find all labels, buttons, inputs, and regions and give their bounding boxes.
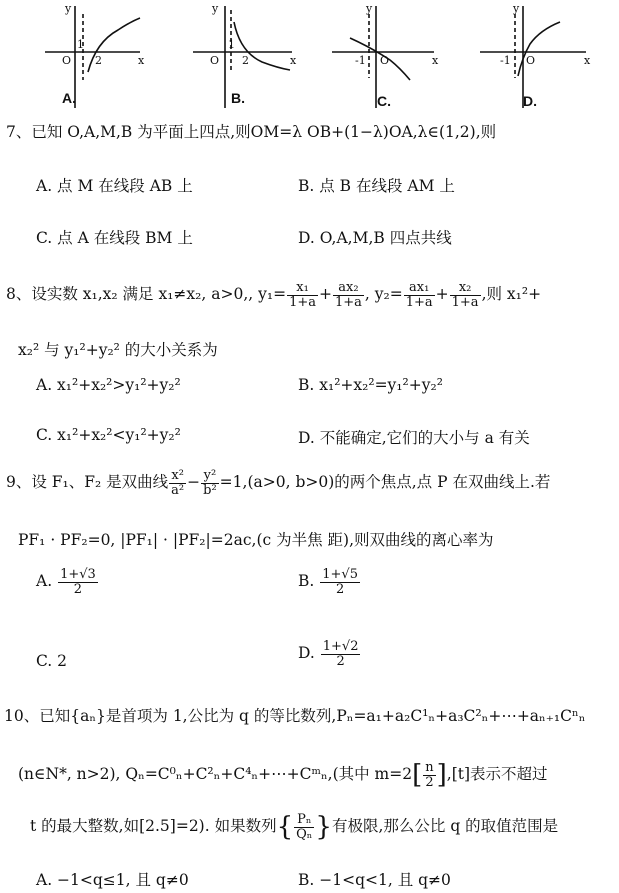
graph-b-tick-2: 2: [242, 54, 249, 67]
q9-stem-end: =1,(a>0, b>0)的两个焦点,点 P 在双曲线上.若: [219, 473, 551, 492]
q9-frac-x-den: a²: [171, 482, 185, 498]
graph-d-x: x: [584, 54, 591, 67]
q8-option-a: A. x₁²+x₂²>y₁²+y₂²: [36, 376, 181, 394]
graph-b-x: x: [290, 54, 297, 67]
graph-c-y: y: [366, 2, 373, 15]
q8-frac-1: [287, 281, 318, 309]
q9-option-d: [298, 640, 361, 668]
graph-b-label: B.: [231, 90, 245, 106]
q7-option-d: D. O,A,M,B 四点共线: [298, 229, 452, 247]
q8-frac-1-num: x₁: [287, 281, 318, 296]
q8-frac-3: [404, 281, 435, 309]
q8-frac-3-num: ax₁: [404, 281, 435, 296]
q10-option-b: B. −1<q<1, 且 q≠0: [298, 871, 451, 889]
q9-option-d-frac: [321, 640, 361, 668]
q10-floor-frac-num: n: [425, 759, 434, 775]
q9-stem: [6, 469, 550, 497]
q9-option-a-frac: [58, 568, 98, 596]
q10-line3-end: 有极限,那么公比 q 的取值范围是: [331, 817, 559, 835]
graph-c-label: C.: [377, 93, 391, 109]
graph-b-tick-1: 1: [228, 38, 235, 51]
q7-option-c: C. 点 A 在线段 BM 上: [36, 229, 193, 247]
graph-d-origin: O: [526, 54, 536, 67]
q10-line3: [30, 812, 558, 842]
q9-minus: −: [187, 473, 201, 492]
q10-floor-frac: [423, 761, 435, 789]
q9-option-a: [36, 568, 99, 596]
q10-line1: 10、已知{aₙ}是首项为 1,公比为 q 的等比数列,Pₙ=a₁+a₂C¹ₙ+a₃C²ₙ+⋯+aₙ₊₁Cⁿₙ: [4, 707, 586, 725]
q9-option-b-label: B.: [298, 572, 315, 591]
graph-c-tick-neg1: -1: [355, 54, 366, 67]
q10-line2: [18, 760, 548, 790]
graph-a-x: x: [138, 54, 145, 67]
q9-option-d-num: 1+√2: [322, 639, 359, 654]
q10-seq-num: Pₙ: [294, 813, 314, 828]
q8-option-c: C. x₁²+x₂²<y₁²+y₂²: [36, 426, 181, 444]
graph-a-y: y: [65, 2, 72, 15]
q10-line2-start: (n∈N*, n>2), Qₙ=C⁰ₙ+C²ₙ+C⁴ₙ+⋯+Cᵐₙ,(其中 m=2: [18, 765, 413, 783]
q8-line2: x₂² 与 y₁²+y₂² 的大小关系为: [18, 341, 218, 359]
q7-option-a: A. 点 M 在线段 AB 上: [36, 177, 193, 195]
q8-plus-1: +: [318, 285, 332, 304]
q9-option-d-label: D.: [298, 644, 315, 663]
graph-c-x: x: [432, 54, 439, 67]
q8-frac-3-den: 1+a: [405, 294, 433, 310]
q9-option-d-den: 2: [336, 653, 345, 669]
q9-frac-x: [169, 469, 186, 497]
q10-option-a: A. −1<q≤1, 且 q≠0: [36, 871, 189, 889]
q10-floor-frac-den: 2: [425, 774, 434, 790]
q8-frac-2: [333, 281, 364, 309]
graph-b-origin: O: [210, 54, 220, 67]
q8-frac-2-num: ax₂: [333, 281, 364, 296]
q9-option-c: C. 2: [36, 652, 68, 670]
q8-frac-4-den: 1+a: [451, 294, 479, 310]
q8-stem-end: ,则 x₁²+: [481, 285, 542, 304]
graph-a-label: A.: [62, 90, 76, 106]
q8-stem-start: 8、设实数 x₁,x₂ 满足 x₁≠x₂, a>0,, y₁=: [6, 285, 287, 304]
q10-seq-den: Qₙ: [296, 826, 313, 842]
graph-a-origin: O: [62, 54, 72, 67]
q10-seq-frac: [294, 813, 314, 841]
graph-a-tick-1: 1: [77, 38, 84, 51]
q7-stem: 7、已知 O,A,M,B 为平面上四点,则OM=λ OB+(1−λ)OA,λ∈(1,2),则: [6, 123, 497, 141]
graph-d-y: y: [513, 2, 520, 15]
q10-bracket-right: ]: [436, 760, 447, 790]
q9-frac-y-num: y²: [201, 469, 219, 484]
q8-option-b: B. x₁²+x₂²=y₁²+y₂²: [298, 376, 443, 394]
q8-frac-1-den: 1+a: [289, 294, 316, 310]
q9-frac-y-den: b²: [203, 482, 217, 498]
q9-option-b-frac: [320, 568, 360, 596]
q9-option-a-num: 1+√3: [60, 567, 96, 582]
q9-line2: PF₁ · PF₂=0, |PF₁| · |PF₂|=2ac,(c 为半焦 距),则双曲线的离心率为: [18, 531, 494, 549]
q8-option-d: D. 不能确定,它们的大小与 a 有关: [298, 429, 530, 447]
q8-stem: [6, 281, 541, 309]
graph-c-origin: O: [380, 54, 390, 67]
graph-d-label: D.: [523, 93, 537, 109]
q8-frac-4-num: x₂: [450, 281, 481, 296]
q8-frac-4: [450, 281, 481, 309]
graph-a-tick-2: 2: [95, 54, 102, 67]
q9-option-a-den: 2: [73, 581, 83, 597]
q8-y2-eq: , y₂=: [364, 285, 403, 304]
q9-option-a-label: A.: [36, 572, 53, 591]
q10-bracket-left: [: [412, 760, 423, 790]
q9-option-b: [298, 568, 361, 596]
q9-option-b-num: 1+√5: [322, 567, 358, 582]
q10-brace-left: {: [276, 812, 294, 842]
q9-stem-start: 9、设 F₁、F₂ 是双曲线: [6, 473, 169, 492]
q9-frac-y: [201, 469, 219, 497]
q7-option-b: B. 点 B 在线段 AM 上: [298, 177, 455, 195]
q10-line2-end: ,[t]表示不超过: [446, 765, 548, 783]
q10-brace-right: }: [315, 812, 332, 842]
q10-line3-start: t 的最大整数,如[2.5]=2). 如果数列: [30, 817, 277, 835]
q8-plus-2: +: [435, 285, 449, 304]
q9-frac-x-num: x²: [169, 469, 186, 484]
graph-d-tick-neg1: -1: [500, 54, 511, 67]
q9-option-b-den: 2: [335, 581, 345, 597]
graph-b-y: y: [212, 2, 219, 15]
q8-frac-2-den: 1+a: [334, 294, 362, 310]
